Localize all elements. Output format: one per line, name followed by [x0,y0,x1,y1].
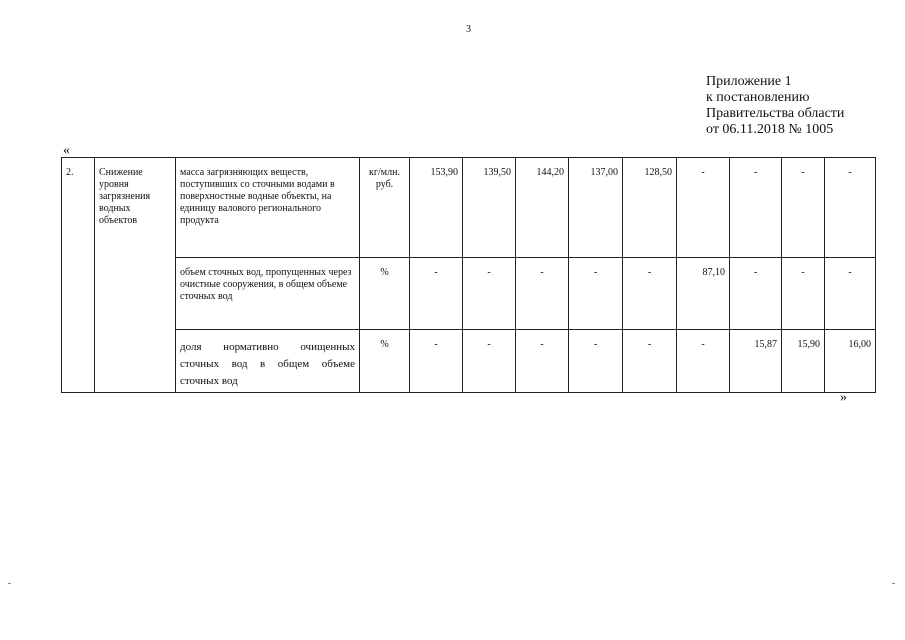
value-cell: 16,00 [825,330,876,393]
value-cell: - [825,158,876,258]
value-cell: - [782,158,825,258]
value-cell: - [410,330,463,393]
value-cell: 139,50 [463,158,516,258]
value-cell: - [623,330,677,393]
value-cell: - [677,158,730,258]
table-row [62,330,876,393]
value-cell: 137,00 [569,158,623,258]
value-cell: 144,20 [516,158,569,258]
scan-edge-mark [8,583,11,584]
value-cell: 15,90 [782,330,825,393]
goal-cell: Снижение уровня загрязнения водных объектов [95,158,176,393]
appendix-line-3: Правительства области [706,106,845,121]
value-cell: - [463,258,516,330]
table-row [62,258,876,330]
value-cell: 153,90 [410,158,463,258]
unit-cell: кг/млн. руб. [360,158,410,258]
value-cell: - [782,258,825,330]
value-cell: 128,50 [623,158,677,258]
appendix-line-2: к постановлению [706,90,810,105]
row-index: 2. [62,158,95,393]
indicator-cell: объем сточных вод, пропущенных через очистные сооружения, в общем объеме сточных вод [176,258,360,330]
value-cell: 87,10 [677,258,730,330]
value-cell: - [825,258,876,330]
table-row [62,158,876,258]
indicators-table [61,157,876,393]
value-cell: - [623,258,677,330]
scan-edge-mark [892,583,895,584]
value-cell: - [730,258,782,330]
open-quote: « [63,143,70,158]
value-cell: - [569,258,623,330]
unit-cell: % [360,330,410,393]
indicator-cell: масса загрязняющих веществ, поступивших со сточными водами в поверхностные водные объекты, на единицу валового регионального продукта [176,158,360,258]
page-number: 3 [466,24,471,35]
value-cell: 15,87 [730,330,782,393]
appendix-line-1: Приложение 1 [706,74,792,89]
unit-cell: % [360,258,410,330]
appendix-header [706,74,844,138]
value-cell: - [410,258,463,330]
close-quote: » [840,390,847,405]
value-cell: - [516,330,569,393]
value-cell: - [569,330,623,393]
appendix-line-4: от 06.11.2018 № 1005 [706,122,834,137]
value-cell: - [677,330,730,393]
indicator-cell: доля нормативно очищенных сточных вод в общем объеме сточных вод [176,330,360,393]
value-cell: - [730,158,782,258]
value-cell: - [516,258,569,330]
value-cell: - [463,330,516,393]
